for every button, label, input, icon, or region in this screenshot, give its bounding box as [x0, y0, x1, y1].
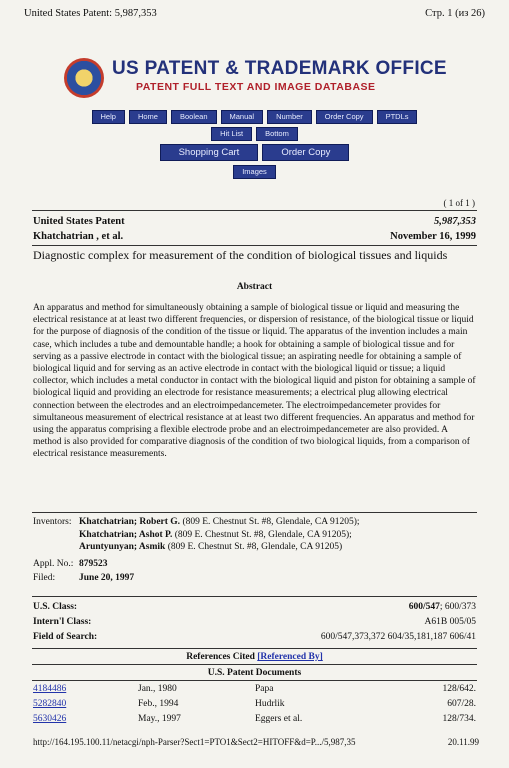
uspto-logo: [64, 58, 454, 102]
ptdls-button[interactable]: PTDLs: [377, 110, 418, 124]
divider: [32, 664, 477, 665]
number-button[interactable]: Number: [267, 110, 312, 124]
divider: [32, 210, 477, 211]
inventors-block: [33, 516, 360, 585]
shopping-cart-button[interactable]: Shopping Cart: [160, 144, 259, 161]
nav-row-3: [0, 144, 509, 161]
divider: [32, 680, 477, 681]
us-class-label: U.S. Class:: [33, 602, 78, 612]
abstract-heading: Abstract: [236, 282, 273, 292]
ref-date: Feb., 1994: [138, 699, 179, 709]
page-counter: Стр. 1 (из 26): [425, 8, 485, 19]
ref-patent-link[interactable]: 5282840: [33, 699, 67, 709]
divider: [32, 596, 477, 597]
footer-url: http://164.195.100.11/netacgi/nph-Parser?Sect1=PTO1&Sect2=HITOFF&d=P.../5,987,35: [33, 737, 356, 747]
us-class-value: 600/547; 600/373: [408, 602, 476, 612]
divider: [32, 245, 477, 246]
patent-title: Diagnostic complex for measurement of the condition of biological tissues and liquids: [33, 248, 448, 262]
field-search-label: Field of Search:: [33, 632, 98, 642]
inventor-name: Khatchatrian; Robert G.: [79, 517, 181, 527]
ref-patent-link[interactable]: 5630426: [33, 714, 67, 724]
patent-row-2: [33, 231, 476, 242]
ref-class: 128/734.: [442, 714, 476, 724]
us-class-row: [33, 602, 476, 612]
patent-row-1: [33, 216, 476, 227]
images-button[interactable]: Images: [233, 165, 276, 179]
hit-list-button[interactable]: Hit List: [211, 127, 252, 141]
help-button[interactable]: Help: [92, 110, 125, 124]
result-counter: ( 1 of 1 ): [443, 198, 475, 208]
page-footer: [33, 737, 479, 747]
manual-button[interactable]: Manual: [221, 110, 264, 124]
nav-row-1: [0, 110, 509, 124]
page-header: [24, 8, 485, 19]
inventor-name: Aruntyunyan; Asmik: [79, 542, 166, 552]
ref-patent-link[interactable]: 4184486: [33, 684, 67, 694]
inventor-short: Khatchatrian , et al.: [33, 231, 124, 242]
ref-class: 607/28.: [447, 699, 476, 709]
inventor-address: (809 E. Chestnut St. #8, Glendale, CA 91205);: [180, 517, 360, 527]
intl-class-value: A61B 005/05: [424, 617, 476, 627]
appl-label: Appl. No.:: [33, 558, 74, 569]
inventors-label: Inventors:: [33, 517, 72, 527]
divider: [32, 512, 477, 513]
table-row: [33, 684, 476, 698]
footer-date: 20.11.99: [447, 737, 479, 747]
intl-class-label: Intern'l Class:: [33, 617, 92, 627]
order-copy-button-top[interactable]: Order Copy: [316, 110, 373, 124]
referenced-by-link[interactable]: [Referenced By]: [257, 652, 323, 662]
divider: [32, 648, 477, 649]
filed-label: Filed:: [33, 573, 56, 583]
inventor-address: (809 E. Chestnut St. #8, Glendale, CA 91205): [165, 542, 343, 552]
office-title: US PATENT & TRADEMARK OFFICE: [112, 58, 447, 79]
us-patent-docs-heading: U.S. Patent Documents: [207, 668, 302, 678]
nav-row-2: [0, 127, 509, 141]
patent-label: United States Patent: [33, 216, 125, 227]
ref-class: 128/642.: [442, 684, 476, 694]
ref-inventor: Hudrlik: [255, 699, 285, 709]
home-button[interactable]: Home: [129, 110, 167, 124]
nav-row-4: [0, 165, 509, 179]
inventor-address: (809 E. Chestnut St. #8, Glendale, CA 91205);: [172, 529, 352, 540]
table-row: [33, 699, 476, 713]
references-heading: References Cited [Referenced By]: [186, 652, 323, 662]
boolean-button[interactable]: Boolean: [171, 110, 217, 124]
abstract-text: An apparatus and method for simultaneously obtaining a sample of biological tissue or liquid and measuring the electrical resistance at at least two different frequencies, or dispersion of resistance, of the biological tissue or liquid for the purpose of diagnosis of the condition of the tissue or liquid. The apparatus of the invention includes a main case, which includes a tube and demountable handle; a hook for obtaining a sample of biological tissue and for serving as a passive electrode in contact with the biological tissue; an aspirating needle for obtaining a sample of biological liquid and for serving as an active electrode in contact with the biological liquid or tissue; a liquid collector, which includes a metal conductor in contact with the biological liquid and piston for obtaining a sample of biological liquid and providing an electrode for resistance measurements; a electrical plug allowing electrical connection between the electrodes and an electroimpedancemeter. The electroimpedancemeter provides for simultaneous measurement of electrical resistance at at least two different frequencies. An apparatus and method for using the apparatus comprising a flexible electrode probe and an electroimpedancemeter are also provided. A method is also provided for comparative diagnosis of the condition of two biological liquids, from a comparison of electrical resistance measurements.: [33, 303, 476, 460]
order-copy-button[interactable]: Order Copy: [262, 144, 349, 161]
appl-number: 879523: [79, 558, 108, 569]
uspto-seal-icon: [64, 58, 104, 98]
ref-inventor: Eggers et al.: [255, 714, 303, 724]
patent-number: 5,987,353: [434, 216, 476, 227]
database-title: PATENT FULL TEXT AND IMAGE DATABASE: [136, 81, 376, 93]
bottom-button[interactable]: Bottom: [256, 127, 298, 141]
issue-date: November 16, 1999: [390, 231, 476, 242]
filed-date: June 20, 1997: [79, 573, 135, 583]
inventor-name: Khatchatrian; Ashot P.: [79, 529, 173, 540]
ref-date: Jan., 1980: [138, 684, 177, 694]
intl-class-row: [33, 617, 476, 627]
field-search-value: 600/547,373,372 604/35,181,187 606/41: [320, 632, 476, 642]
ref-inventor: Papa: [255, 684, 274, 694]
header-title: United States Patent: 5,987,353: [24, 8, 157, 19]
ref-date: May., 1997: [138, 714, 181, 724]
field-search-row: [33, 632, 476, 642]
table-row: [33, 714, 476, 728]
